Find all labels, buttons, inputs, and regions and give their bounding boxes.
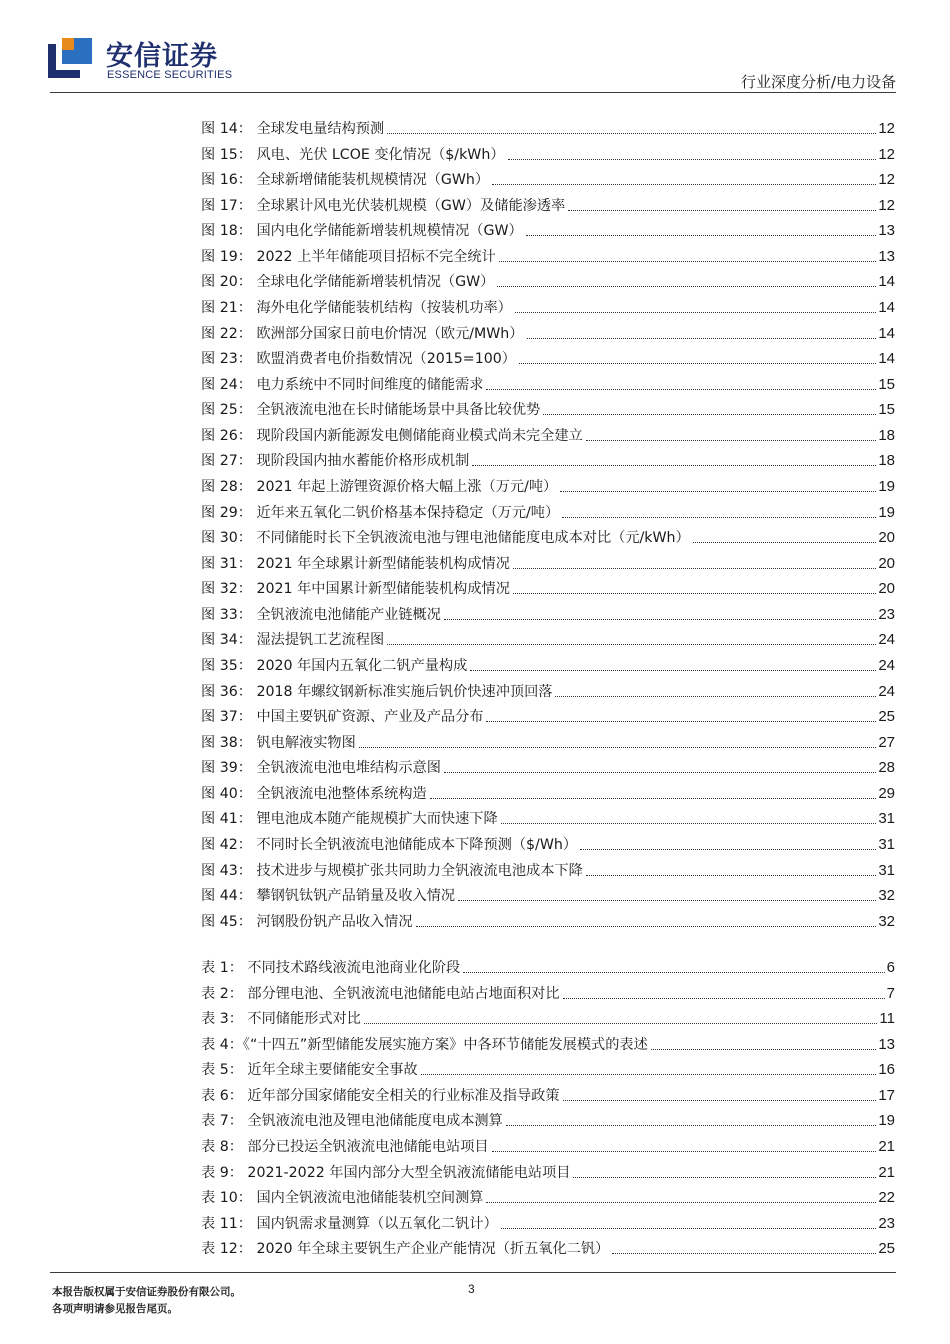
dot-leader [463,972,884,973]
toc-entry-title: 图 42： 不同时长全钒液流电池储能成本下降预测（$/Wh） [201,836,578,853]
dot-leader [497,286,876,287]
toc-entry-title: 图 36： 2018 年螺纹钢新标准实施后钒价快速冲顶回落 [201,683,553,700]
toc-entry-title: 图 24： 电力系统中不同时间维度的储能需求 [201,376,484,393]
figure-toc-entry[interactable] [201,422,895,446]
toc-entry-page-number: 31 [878,810,895,828]
toc-entry-title: 表 10： 国内全钒液流电池储能装机空间测算 [201,1190,484,1207]
toc-entry-title: 图 16： 全球新增储能装机规模情况（GWh） [201,172,490,189]
figure-toc-entry[interactable] [201,831,895,855]
figure-toc-entry[interactable] [201,217,895,241]
toc-entry-title: 图 19： 2022 上半年储能项目招标不完全统计 [201,248,496,265]
dot-leader [586,875,877,876]
dot-leader [364,1023,878,1024]
figure-toc-entry[interactable] [201,805,895,829]
toc-entry-title: 图 34： 湿法提钒工艺流程图 [201,632,385,649]
dot-leader [501,823,877,824]
toc-entry-page-number: 24 [878,631,895,649]
toc-entry-page-number: 18 [878,426,895,444]
dot-leader [506,1125,877,1126]
figure-toc-entry[interactable] [201,729,895,753]
toc-entry-page-number: 12 [878,120,895,137]
table-toc-entry[interactable] [201,1107,895,1131]
dot-leader [586,440,877,441]
dot-leader [555,696,876,697]
toc-entry-title: 图 43： 技术进步与规模扩张共同助力全钒液流电池成本下降 [201,862,583,879]
copyright-notice: 本报告版权属于安信证券股份有限公司。 [52,1286,241,1298]
dot-leader [492,184,876,185]
toc-entry-title: 表 5： 近年全球主要储能安全事故 [201,1062,418,1079]
toc-entry-title: 表 3： 不同储能形式对比 [201,1011,361,1028]
toc-entry-title: 图 18： 国内电化学储能新增装机规模情况（GW） [201,223,523,240]
toc-entry-page-number: 24 [878,656,895,674]
toc-entry-page-number: 20 [878,529,895,547]
toc-entry-page-number: 32 [878,887,895,905]
disclaimer-notice: 各项声明请参见报告尾页。 [52,1303,178,1315]
toc-entry-title: 图 29： 近年来五氧化二钒价格基本保持稳定（万元/吨） [201,504,560,521]
figure-toc-entry[interactable] [201,575,895,599]
figure-toc-entry[interactable] [201,473,895,497]
toc-entry-title: 图 33： 全钒液流电池储能产业链概况 [201,606,441,623]
figure-toc-entry[interactable] [201,754,895,778]
figure-toc-entry[interactable] [201,371,895,395]
figure-toc-entry[interactable] [201,243,895,267]
report-category: 行业深度分析/电力设备 [740,73,896,91]
table-toc-entry[interactable] [201,1031,895,1055]
toc-entry-title: 表 8： 部分已投运全钒液流电池储能电站项目 [201,1138,489,1155]
toc-entry-page-number: 23 [878,605,895,623]
dot-leader [693,542,877,543]
table-toc-entry[interactable] [201,980,895,1004]
table-toc-entry[interactable] [201,1133,895,1157]
figure-toc-entry[interactable] [201,678,895,702]
dot-leader [513,568,876,569]
dot-leader [508,159,877,160]
toc-entry-title: 图 39： 全钒液流电池电堆结构示意图 [201,760,441,777]
table-toc-entry[interactable] [201,1210,895,1234]
toc-entry-page-number: 19 [878,477,895,495]
toc-entry-page-number: 12 [878,145,895,163]
toc-entry-page-number: 17 [878,1086,895,1104]
toc-entry-page-number: 11 [879,1010,895,1028]
table-toc-entry[interactable] [201,1235,895,1259]
header-divider [50,92,896,93]
toc-entry-page-number: 14 [878,298,895,316]
toc-entry-page-number: 23 [878,1214,895,1232]
dot-leader [486,721,876,722]
toc-entry-title: 表 7： 全钒液流电池及锂电池储能度电成本测算 [201,1113,503,1130]
toc-entry-page-number: 22 [878,1189,895,1207]
figure-toc-entry[interactable] [201,908,895,932]
toc-entry-page-number: 28 [878,759,895,777]
dot-leader [526,235,877,236]
toc-entry-title: 图 40： 全钒液流电池整体系统构造 [201,785,427,802]
toc-entry-page-number: 21 [878,1163,895,1181]
footer-divider [50,1272,896,1273]
dot-leader [651,1049,877,1050]
dot-leader [568,210,876,211]
dot-leader [560,491,876,492]
dot-leader [421,1074,877,1075]
dot-leader [492,1151,877,1152]
dot-leader [501,1228,877,1229]
toc-entry-page-number: 15 [878,401,895,419]
table-toc-entry[interactable] [201,1184,895,1208]
figure-toc-entry[interactable] [201,192,895,216]
figure-toc-entry[interactable] [201,447,895,471]
toc-entry-page-number: 29 [878,784,895,802]
toc-entry-title: 图 30： 不同储能时长下全钒液流电池与锂电池储能度电成本对比（元/kWh） [201,530,690,547]
toc-entry-page-number: 16 [878,1061,895,1079]
toc-entry-page-number: 21 [878,1137,895,1155]
dot-leader [430,798,877,799]
toc-entry-title: 表 11： 国内钒需求量测算（以五氧化二钒计） [201,1215,498,1232]
toc-entry-title: 图 37： 中国主要钒矿资源、产业及产品分布 [201,709,484,726]
toc-entry-page-number: 27 [878,733,895,751]
figure-toc-entry[interactable] [201,882,895,906]
dot-leader [527,338,877,339]
toc-entry-page-number: 13 [878,222,895,240]
table-toc-entry[interactable] [201,1005,895,1029]
dot-leader [515,312,876,313]
table-toc-entry[interactable] [201,1159,895,1183]
toc-entry-page-number: 31 [878,835,895,853]
toc-entry-title: 图 44： 攀钢钒钛钒产品销量及收入情况 [201,888,456,905]
toc-entry-page-number: 20 [878,580,895,598]
dot-leader [387,644,876,645]
figure-toc-entry[interactable] [201,166,895,190]
toc-entry-page-number: 14 [878,324,895,342]
table-toc-entry[interactable] [201,1082,895,1106]
figure-toc-entry[interactable] [201,652,895,676]
toc-entry-title: 图 21： 海外电化学储能装机结构（按装机功率） [201,299,512,316]
table-toc-entry[interactable] [201,954,895,978]
toc-entry-page-number: 20 [878,554,895,572]
dot-leader [563,998,885,999]
figure-toc-entry[interactable] [201,268,895,292]
company-name-en: ESSENCE SECURITIES [107,69,233,81]
toc-entry-title: 图 35： 2020 年国内五氧化二钒产量构成 [201,657,468,674]
toc-entry-page-number: 24 [878,682,895,700]
toc-entry-page-number: 13 [878,1035,895,1053]
dot-leader [563,1100,877,1101]
figure-toc-entry[interactable] [201,780,895,804]
toc-entry-title: 图 17： 全球累计风电光伏装机规模（GW）及储能渗透率 [201,197,566,214]
figure-toc-entry[interactable] [201,499,895,523]
toc-entry-page-number: 31 [878,861,895,879]
toc-entry-page-number: 6 [886,959,895,976]
toc-entry-title: 图 41： 锂电池成本随产能规模扩大而快速下降 [201,811,498,828]
toc-entry-title: 图 20： 全球电化学储能新增装机情况（GW） [201,274,495,291]
dot-leader [580,849,876,850]
company-name-cn: 安信证券 [106,41,218,72]
toc-entry-title: 表 12： 2020 年全球主要钒生产企业产能情况（折五氧化二钒） [201,1241,610,1258]
figure-toc-entry[interactable] [201,345,895,369]
figure-toc-entry[interactable] [201,626,895,650]
toc-entry-page-number: 18 [878,452,895,470]
figure-toc-entry[interactable] [201,524,895,548]
dot-leader [359,747,877,748]
dot-leader [612,1253,876,1254]
figure-toc-entry[interactable] [201,550,895,574]
toc-entry-title: 图 14： 全球发电量结构预测 [201,121,385,137]
dot-leader [486,1202,876,1203]
toc-entry-title: 图 25： 全钒液流电池在长时储能场景中具备比较优势 [201,402,541,419]
toc-entry-title: 图 27： 现阶段国内抽水蓄能价格形成机制 [201,453,470,470]
company-logo-icon [48,38,92,78]
toc-entry-title: 图 22： 欧洲部分国家日前电价情况（欧元/MWh） [201,325,524,342]
dot-leader [486,389,876,390]
figure-toc-entry[interactable] [201,396,895,420]
figure-toc-entry[interactable] [201,703,895,727]
toc-entry-title: 表 4：《“十四五”新型储能发展实施方案》中各环节储能发展模式的表述 [201,1036,648,1053]
dot-leader [416,926,877,927]
toc-entry-page-number: 12 [878,171,895,189]
toc-entry-page-number: 15 [878,375,895,393]
toc-entry-title: 表 6： 近年部分国家储能安全相关的行业标准及指导政策 [201,1087,560,1104]
figure-toc-entry[interactable] [201,115,895,139]
toc-entry-page-number: 13 [878,247,895,265]
toc-entry-title: 图 28： 2021 年起上游锂资源价格大幅上涨（万元/吨） [201,478,558,495]
toc-entry-title: 表 1： 不同技术路线液流电池商业化阶段 [201,960,461,976]
table-toc-entry[interactable] [201,1056,895,1080]
toc-entry-title: 表 9： 2021-2022 年国内部分大型全钒液流储能电站项目 [201,1164,571,1181]
dot-leader [444,772,876,773]
figure-toc-entry[interactable] [201,320,895,344]
toc-entry-title: 图 31： 2021 年全球累计新型储能装机构成情况 [201,555,510,572]
dot-leader [472,465,876,466]
toc-entry-page-number: 14 [878,350,895,368]
dot-leader [573,1177,876,1178]
toc-entry-page-number: 25 [878,708,895,726]
dot-leader [543,414,876,415]
dot-leader [499,261,877,262]
toc-entry-title: 表 2： 部分锂电池、全钒液流电池储能电站占地面积对比 [201,985,560,1002]
toc-entry-title: 图 23： 欧盟消费者电价指数情况（2015=100） [201,351,516,368]
toc-entry-title: 图 32： 2021 年中国累计新型储能装机构成情况 [201,581,510,598]
figure-toc-entry[interactable] [201,294,895,318]
dot-leader [562,517,876,518]
toc-entry-page-number: 12 [878,196,895,214]
toc-entry-page-number: 25 [878,1240,895,1258]
toc-entry-page-number: 7 [886,984,895,1002]
figure-toc-entry[interactable] [201,857,895,881]
toc-entry-title: 图 45： 河钢股份钒产品收入情况 [201,913,413,930]
figure-toc-entry[interactable] [201,141,895,165]
toc-entry-title: 图 38： 钒电解液实物图 [201,734,356,751]
dot-leader [519,363,876,364]
dot-leader [458,900,876,901]
dot-leader [444,619,876,620]
toc-entry-title: 图 26： 现阶段国内新能源发电侧储能商业模式尚未完全建立 [201,427,583,444]
dot-leader [513,593,876,594]
toc-entry-page-number: 14 [878,273,895,291]
dot-leader [470,670,876,671]
toc-entry-page-number: 32 [878,912,895,930]
page-number: 3 [468,1282,475,1296]
toc-entry-title: 图 15： 风电、光伏 LCOE 变化情况（$/kWh） [201,146,505,163]
toc-entry-page-number: 19 [878,503,895,521]
figure-toc-entry[interactable] [201,601,895,625]
dot-leader [387,133,876,134]
toc-entry-page-number: 19 [878,1112,895,1130]
